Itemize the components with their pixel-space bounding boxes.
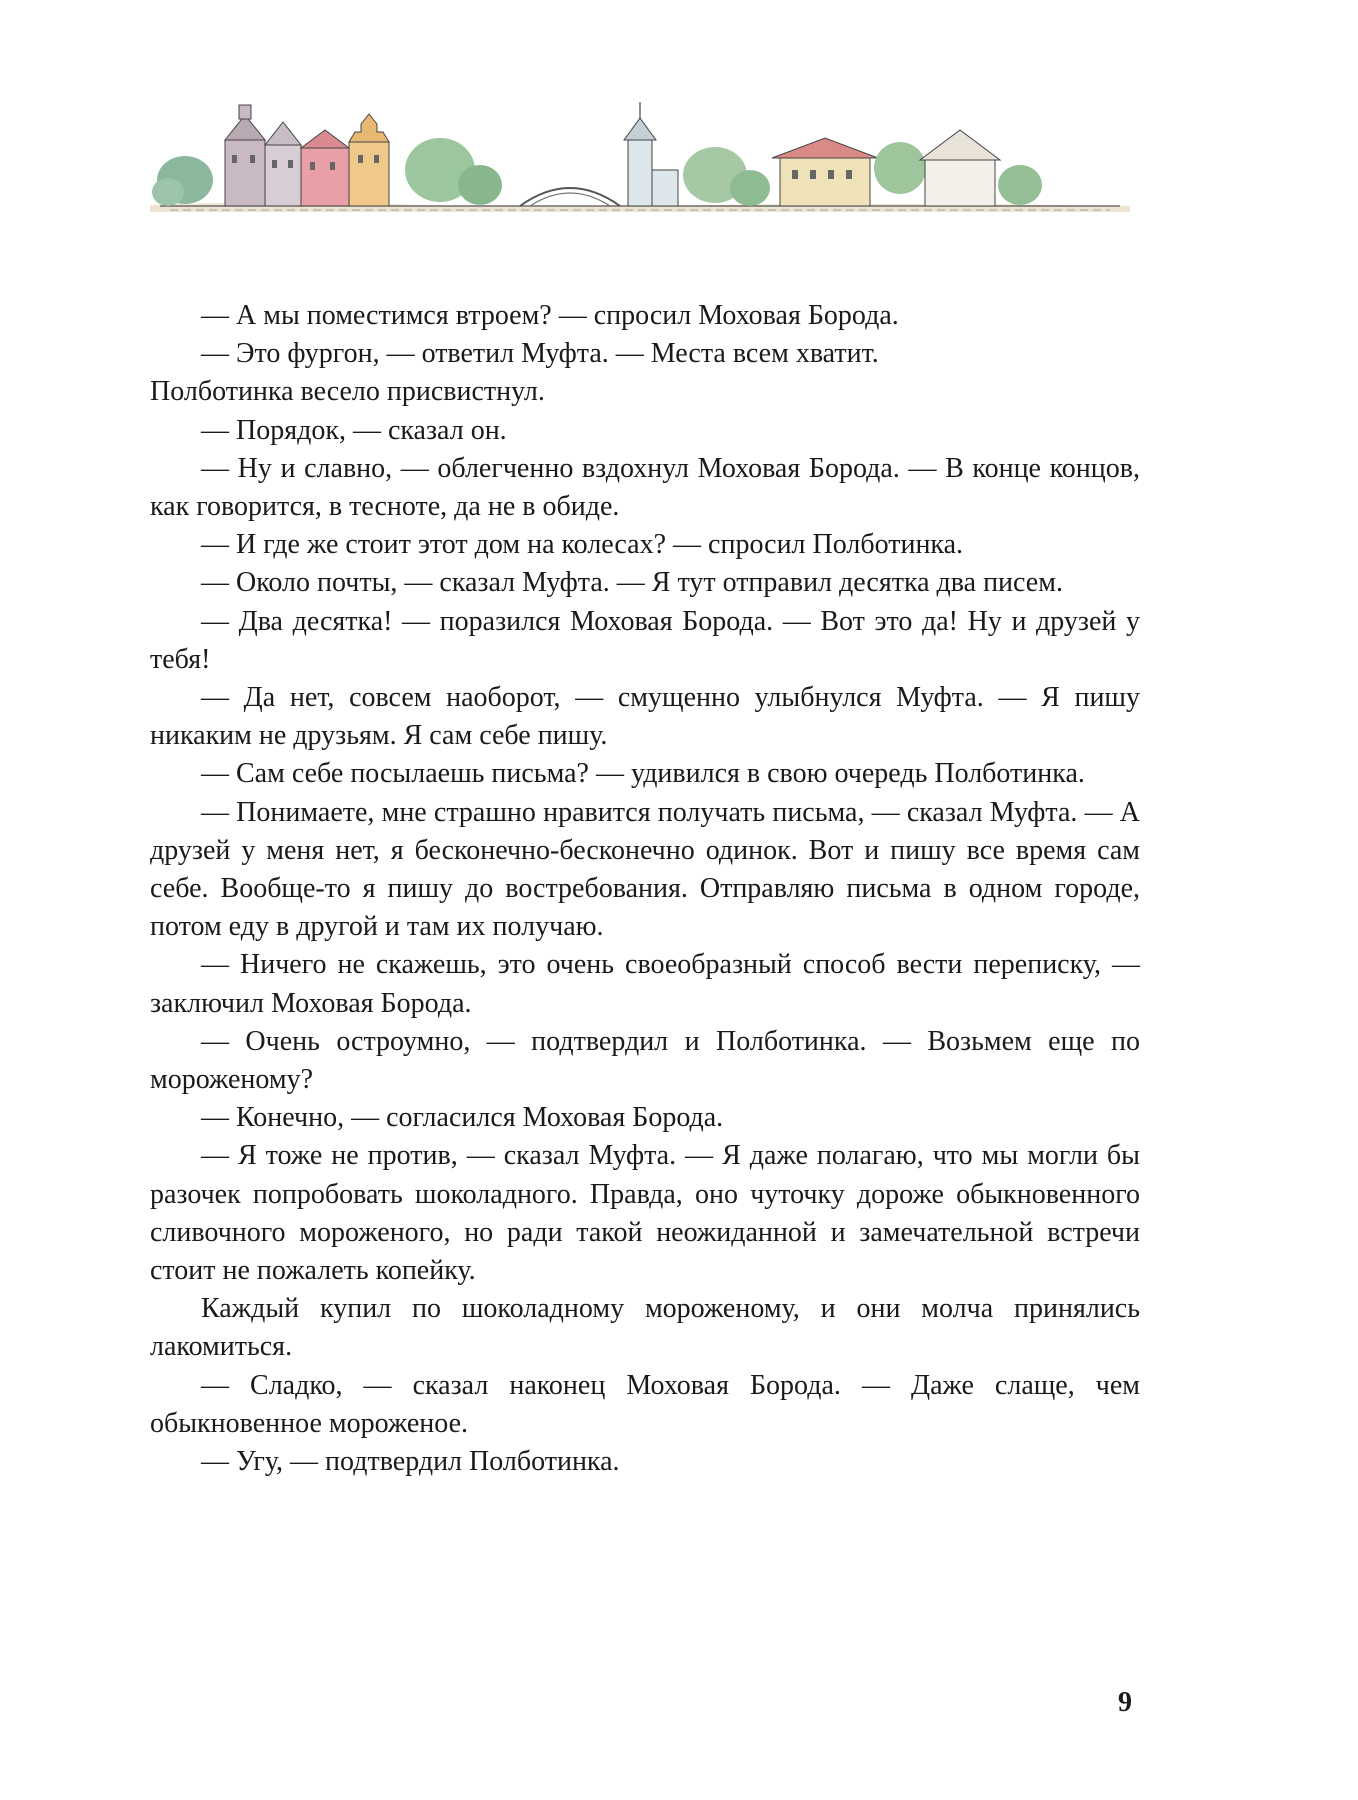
paragraph: — Конечно, — согласился Моховая Борода.	[201, 1102, 724, 1134]
body-text	[150, 297, 1140, 1481]
paragraph: — Ну и славно, — облегченно вздохнул Моховая Борода. — В конце концов, как говорится, в тесноте, да не в обиде.	[150, 452, 1140, 523]
paragraph: — Около почты, — сказал Муфта. — Я тут отправил десятка два писем.	[201, 567, 1063, 599]
town-skyline-illustration	[150, 100, 1130, 250]
paragraph: — Это фургон, — ответил Муфта. — Места всем хватит.	[201, 338, 879, 370]
paragraph: — А мы поместимся втроем? — спросил Моховая Борода.	[201, 300, 899, 331]
page-number: 9	[1118, 1687, 1132, 1718]
paragraph: — Сладко, — сказал наконец Моховая Борода. — Даже слаще, чем обыкновенное мороженое.	[150, 1369, 1140, 1439]
paragraph: — Угу, — подтвердил Полботинка.	[201, 1446, 620, 1478]
paragraph: — Сам себе посылаешь письма? — удивился в свою очередь Полботинка.	[201, 758, 1085, 790]
paragraph: — Порядок, — сказал он.	[201, 414, 507, 446]
paragraph: — Понимаете, мне страшно нравится получать письма, — сказал Муфта. — А друзей у меня нет, я бесконечно-бесконечно одинок. Вот и пишу все время сам себе. Вообще-то я пишу до востребования. Отправляю письма в одном городе, потом еду в другой и там их получаю.	[150, 796, 1140, 943]
paragraph: — Очень остроумно, — подтвердил и Полботинка. — Возьмем еще по мороженому?	[150, 1025, 1140, 1096]
paragraph: Каждый купил по шоколадному мороженому, и они молча принялись лакомиться.	[150, 1293, 1140, 1363]
paragraph: — И где же стоит этот дом на колесах? — спросил Полботинка.	[201, 529, 964, 561]
paragraph: — Два десятка! — поразился Моховая Борода. — Вот это да! Ну и друзей у тебя!	[150, 605, 1140, 675]
paragraph: — Ничего не скажешь, это очень своеобразный способ вести переписку, — заключил Моховая Борода.	[150, 949, 1140, 1019]
paragraph: Полботинка весело присвистнул.	[150, 376, 545, 408]
paragraph: — Я тоже не против, — сказал Муфта. — Я даже полагаю, что мы могли бы разочек попробовать шоколадного. Правда, оно чуточку дороже обыкновенного сливочного мороженого, но ради такой неожиданной и замечательной встречи стоит не пожалеть копейку.	[150, 1140, 1140, 1287]
paragraph: — Да нет, совсем наоборот, — смущенно улыбнулся Муфта. — Я пишу никаким не друзьям. Я сам себе пишу.	[150, 682, 1140, 752]
